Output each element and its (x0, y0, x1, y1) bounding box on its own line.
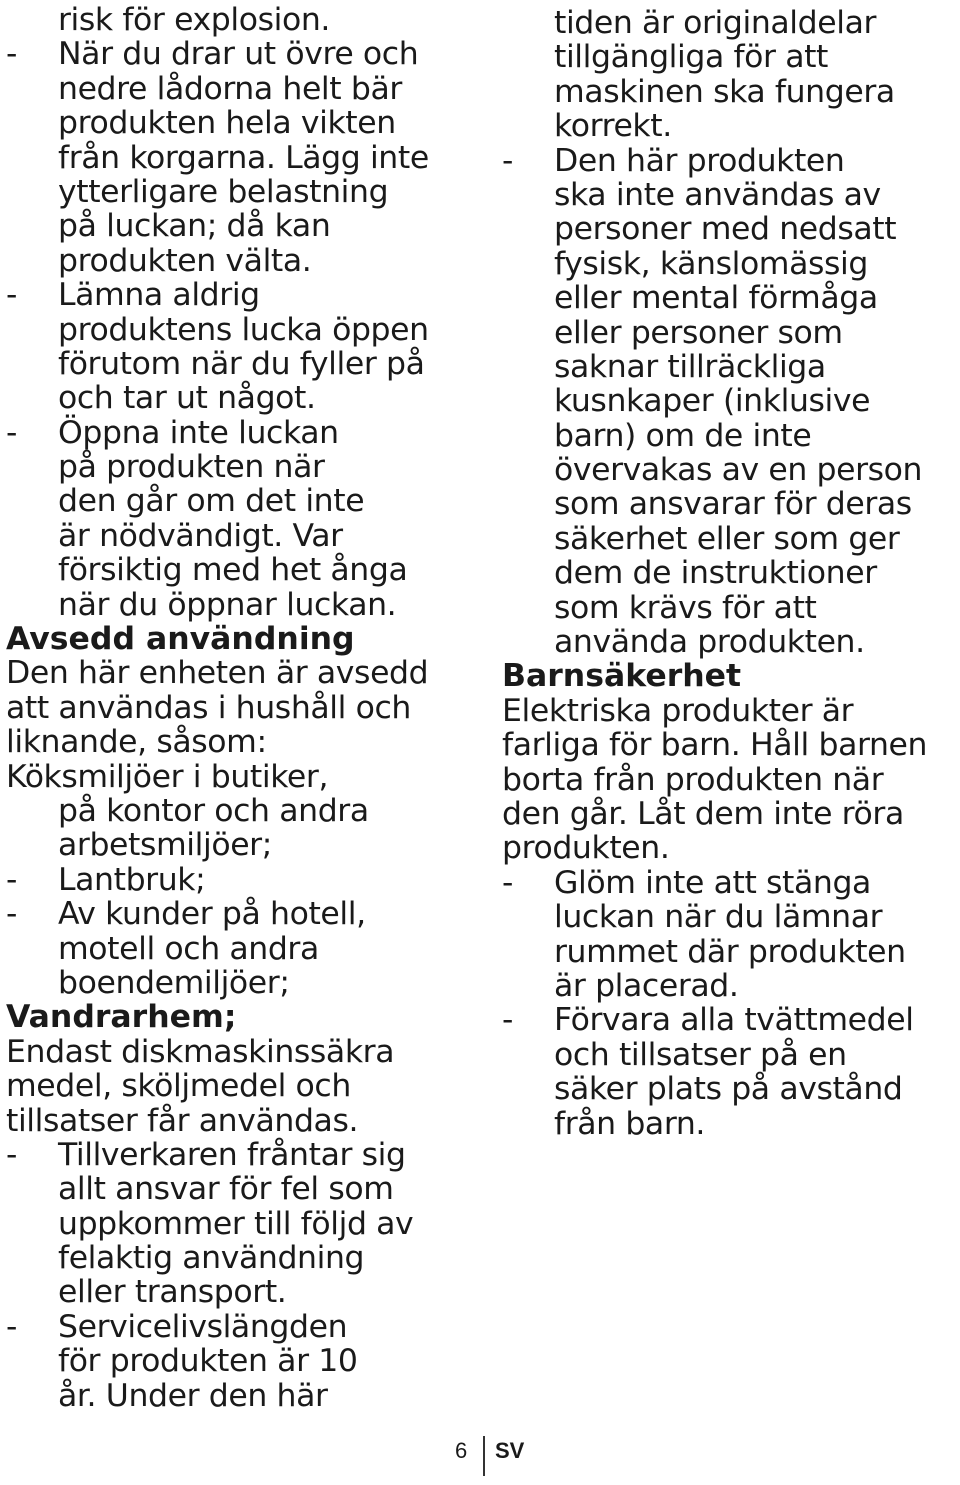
text-line: försiktig med het ånga (58, 552, 408, 589)
text-line: motell och andra (58, 930, 319, 967)
text-line: eller transport. (58, 1274, 287, 1311)
bullet-text: Servicelivslängden (58, 1308, 348, 1345)
text-line: säker plats på avstånd (554, 1071, 903, 1108)
right-column (502, 0, 958, 1141)
text-line: som krävs för att (554, 589, 817, 626)
bullet-text: Lantbruk; (58, 861, 206, 898)
text-line: är placerad. (554, 967, 739, 1004)
text-line: dem de instruktioner (554, 555, 877, 592)
text-line: från korgarna. Lägg inte (58, 139, 429, 176)
paragraph-line: medel, sköljmedel och (6, 1068, 351, 1105)
text-line: för produkten är 10 (58, 1343, 358, 1380)
text-line: övervakas av en person (554, 452, 923, 489)
bullet-item (502, 1003, 958, 1037)
bullet-text: Lämna aldrig (58, 277, 260, 314)
text-line: nedre lådorna helt bär (58, 70, 402, 107)
paragraph-line: farliga för barn. Håll barnen (502, 727, 928, 764)
page-number: 6 (455, 1438, 468, 1463)
paragraph-line: Elektriska produkter är (502, 692, 854, 729)
text-line: kusnkaper (inklusive (554, 383, 871, 420)
bullet-dash: - (6, 414, 17, 451)
bullet-dash: - (6, 861, 17, 898)
paragraph-line: Endast diskmaskinssäkra (6, 1033, 395, 1070)
text-line: ytterligare belastning (58, 173, 389, 210)
text-line: fysisk, känslomässig (554, 245, 868, 282)
paragraph-line: att användas i hushåll och (6, 689, 411, 726)
section-heading: Avsedd användning (6, 621, 355, 658)
text-line: ska inte användas av (554, 176, 881, 213)
text-line: rummet där produkten (554, 933, 906, 970)
bullet-dash: - (6, 1308, 17, 1345)
paragraph-line: tillsatser får användas. (6, 1102, 359, 1139)
bullet-text: Tillverkaren fråntar sig (58, 1136, 406, 1173)
paragraph-line: Köksmiljöer i butiker, (6, 758, 329, 795)
text-line: på kontor och andra (58, 792, 369, 829)
bullet-item (502, 144, 958, 178)
text-line: tiden är originaldelar (554, 5, 877, 41)
text-line: säkerhet eller som ger (554, 520, 900, 557)
bullet-item (6, 37, 476, 71)
text-line: förutom när du fyller på (58, 345, 425, 382)
bullet-text: När du drar ut övre och (58, 36, 419, 73)
text-line: när du öppnar luckan. (58, 586, 397, 623)
footer-divider (483, 1436, 485, 1476)
text-line: eller mental förmåga (554, 280, 878, 317)
text-line: är nödvändigt. Var (58, 517, 343, 554)
bullet-item (6, 416, 476, 450)
bullet-text: Förvara alla tvättmedel (554, 1002, 914, 1039)
text-line: använda produkten. (554, 624, 865, 661)
text-line: år. Under den här (58, 1377, 328, 1414)
bullet-text: Glöm inte att stänga (554, 864, 871, 901)
bullet-item (6, 897, 476, 931)
left-column (6, 0, 476, 1413)
text-line: som ansvarar för deras (554, 486, 912, 523)
paragraph-line: produkten. (502, 830, 670, 867)
bullet-item (6, 1138, 476, 1172)
bullet-dash: - (6, 36, 17, 73)
language-code: SV (495, 1438, 525, 1463)
bullet-text: Öppna inte luckan (58, 414, 339, 451)
paragraph-line: den går. Låt dem inte röra (502, 795, 904, 832)
text-line: på produkten när (58, 449, 325, 486)
text-line: boendemiljöer; (58, 964, 290, 1001)
bullet-item (6, 278, 476, 312)
text-line: felaktig användning (58, 1240, 365, 1277)
bullet-item (6, 1310, 476, 1344)
text-line: från barn. (554, 1105, 705, 1142)
bullet-text: Den här produkten (554, 142, 845, 179)
text-line: allt ansvar för fel som (58, 1171, 394, 1208)
text-line: saknar tillräckliga (554, 348, 826, 385)
text-line: och tillsatser på en (554, 1036, 847, 1073)
section-heading: Vandrarhem; (6, 999, 237, 1036)
text-line: den går om det inte (58, 483, 365, 520)
bullet-dash: - (6, 277, 17, 314)
bullet-dash: - (6, 1136, 17, 1173)
text-line: arbetsmiljöer; (58, 827, 272, 864)
bullet-item (502, 866, 958, 900)
bullet-dash: - (502, 864, 513, 901)
text-line: produktens lucka öppen (58, 311, 429, 348)
text-line: maskinen ska fungera (554, 73, 895, 110)
text-line: personer med nedsatt (554, 211, 897, 248)
bullet-dash: - (6, 896, 17, 933)
bullet-text: Av kunder på hotell, (58, 896, 366, 933)
text-line: risk för explosion. (58, 2, 330, 38)
section-heading: Barnsäkerhet (502, 658, 742, 695)
paragraph-line: borta från produkten när (502, 761, 884, 798)
text-line: korrekt. (554, 108, 672, 145)
text-line: tillgängliga för att (554, 39, 829, 76)
paragraph-line: liknande, såsom: (6, 724, 267, 761)
text-line: eller personer som (554, 314, 843, 351)
text-line: på luckan; då kan (58, 208, 331, 245)
page-footer (455, 1436, 545, 1476)
bullet-item (6, 863, 476, 897)
bullet-dash: - (502, 1002, 513, 1039)
text-line: barn) om de inte (554, 417, 812, 454)
text-line: uppkommer till följd av (58, 1205, 414, 1242)
text-line: och tar ut något. (58, 380, 316, 417)
bullet-dash: - (502, 142, 513, 179)
paragraph-line: Den här enheten är avsedd (6, 655, 429, 692)
text-line: luckan när du lämnar (554, 899, 883, 936)
text-line: produkten välta. (58, 242, 312, 279)
text-line: produkten hela vikten (58, 105, 396, 142)
